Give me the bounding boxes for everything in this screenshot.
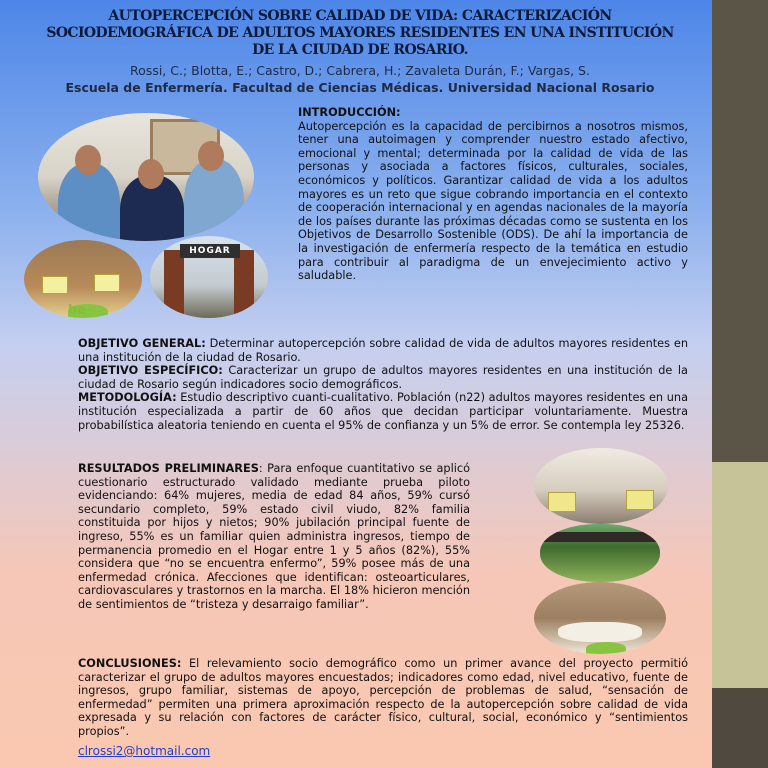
group-photo [38,113,254,241]
conclusions-heading: CONCLUSIONES: [78,657,182,670]
objetivo-especifico-text: Caracterizar un grupo de adultos mayores residentes en una institución de la ciudad de Rosario según indicadores socio demográficos. [78,364,688,391]
objectives-section [78,337,688,432]
side-stripe-dark [712,688,768,768]
contact-email-link[interactable]: clrossi2@hotmail.com [78,744,211,758]
institution: Escuela de Enfermería. Facultad de Ciencias Médicas. Universidad Nacional Rosario [65,80,655,95]
metodologia-text: Estudio descriptivo cuanti-cualitativo. Población (n22) adultos mayores residentes en una institución especializada a partir de 60 años que decidan participar voluntariamente. Muestra probabilística aleatoria teniendo en cuenta el 95% de confianza y un 5% de error. Se contempla ley 25326. [78,391,688,432]
introduction-section [298,106,688,283]
objetivo-general-text: Determinar autopercepción sobre calidad de vida de adultos mayores residentes en una institución de la ciudad de Rosario. [78,337,688,364]
results-heading: RESULTADOS PRELIMINARES [78,462,259,475]
conclusions-text: El relevamiento socio demográfico como un primer avance del proyecto permitió caracterizar el grupo de adultos mayores encuestados; indicadores como edad, nivel educativo, fuente de ingresos, grupo familiar, sistemas de apoyo, percepción de problemas de salud, “sensación de enfermedad” permiten una primera aproximación respecto de la autopercepción sobre calidad de vida expresada y su relación con factores de carácter físico, cultural, social, económico y “sentimientos propios”. [78,657,688,738]
dining-photo [534,582,666,654]
results-section [78,462,470,612]
results-text: : Para enfoque cuantitativo se aplicó cuestionario estructurado validado mediante prueba piloto evidenciando: 64% mujeres, media de edad 84 años, 59% cursó secundario completo, 59% estado civil viudo, 82% familia constituida por hijos y nietos; 90% jubilación principal fuente de ingreso, 55% es un familiar quien administra ingresos, tiempo de permanencia promedio en el Hogar entre 1 y 5 años (82%), 55% considera que “no se encuentra enfermo”, 59% posee más de una enfermedad crónica. Afecciones que identifican: osteoarticulares, cardiovasculares y trastornos en la marcha. El 18% hicieron mención de sentimientos de “tristeza y desarraigo familiar”. [78,462,471,611]
side-stripe [712,0,768,768]
conclusions-section [78,657,688,739]
introduction-text: Autopercepción es la capacidad de percibirnos a nosotros mismos, tener una autoimagen y comprender nuestro estado afectivo, emocional y mental; determinada por la calidad de vida de las personas y asociada a factores físicos, culturales, sociales, económicos y políticos. Garantizar calidad de vida a los adultos mayores es un reto que sigue cobrando importancia en el contexto de cooperación internacional y en agendas nacionales de la mayoría de los países durante las próximas décadas como se sustenta en los Objetivos de Desarrollo Sostenible (ODS). De ahí la importancia de la investigación de enfermería respecto de la temática en estudio para contribuir al paradigma de un envejecimiento activo y saludable. [298,119,688,283]
logo-mark: be [68,303,87,318]
building-sign: HOGAR [180,244,240,258]
side-stripe-light [712,462,768,688]
objetivo-especifico-heading: OBJETIVO ESPECÍFICO: [78,364,223,378]
garden-photo [540,524,660,582]
authors: Rossi, C.; Blotta, E.; Castro, D.; Cabrera, H.; Zavaleta Durán, F.; Vargas, S. [130,63,590,78]
metodologia-heading: METODOLOGÍA: [78,391,177,405]
residents-photo [534,448,668,524]
introduction-heading: INTRODUCCIÓN: [298,106,401,119]
objetivo-general-heading: OBJETIVO GENERAL: [78,337,206,350]
building-photo [150,236,268,318]
poster-title: AUTOPERCEPCIÓN SOBRE CALIDAD DE VIDA: CARACTERIZACIÓN SOCIODEMOGRÁFICA DE ADULTOS MAYORES RESIDENTES EN UNA INSTITUCIÓN DE LA CIUDAD DE ROSARIO. [46,8,674,58]
